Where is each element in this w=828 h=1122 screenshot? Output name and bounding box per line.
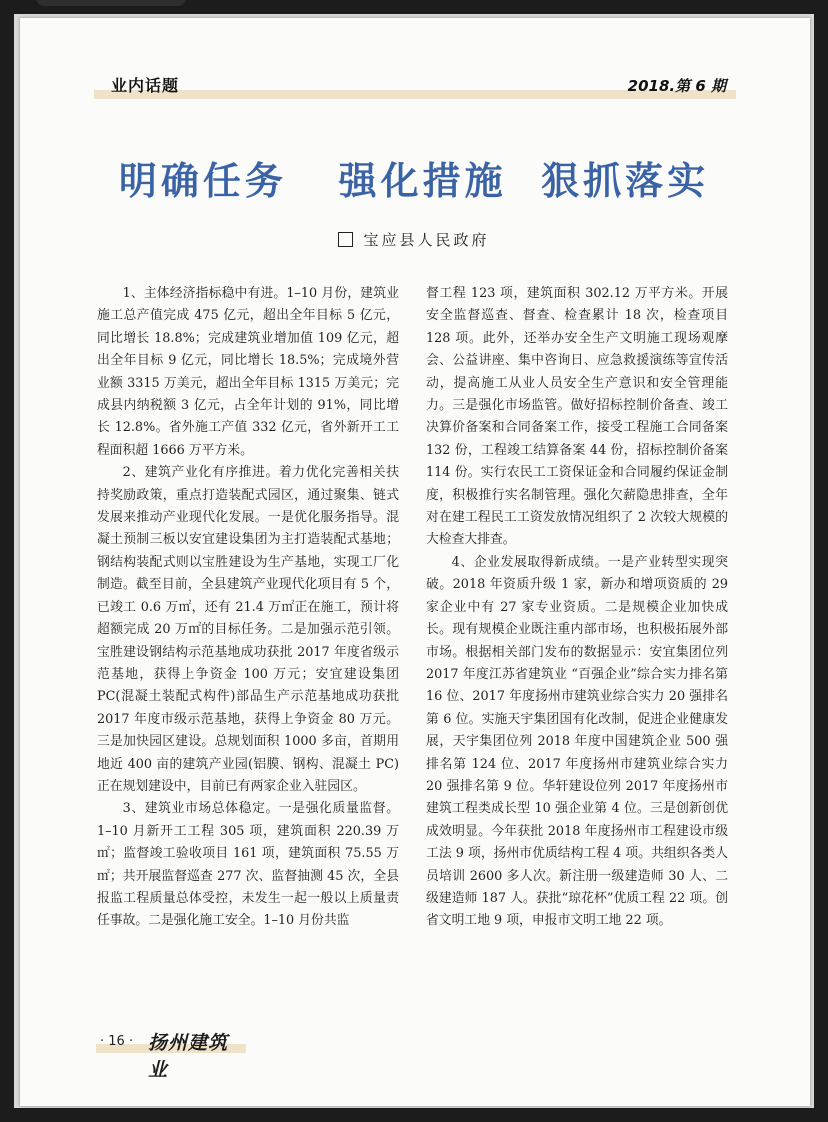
article-title: 明确任务 强化措施 狠抓落实 xyxy=(118,159,710,203)
paragraph: 督工程 123 项，建筑面积 302.12 万平方米。开展安全监督巡查、督查、检查累计 18 次，检查项目 128 项。此外，还举办安全生产文明施工现场观摩会、公益讲座、集中咨询日、应急救援演练等宣传活动，提高施工从业人员安全生产意识和安全管理能力。三是强化市场监管。做好招标控制价备查、竣工决算价备案和合同备案工作，接受工程施工合同备案 132 份，工程竣工结算备案 44 份，招标控制价备案 114 份。实行农民工工资保证金和合同履约保证金制度，积极推行实名制管理。强化欠薪隐患排查，全年对在建工程民工工资发放情况组织了 2 次较大规模的大检查大排查。 xyxy=(426,286,728,548)
paragraph: 4、企业发展取得新成绩。一是产业转型实现突破。2018 年资质升级 1 家，新办和增项资质的 29 家企业中有 27 家专业资质。二是规模企业加快成长。现有规模企业既注重内部市场，也积极拓展外部市场。根据相关部门发布的数据显示：安宜集团位列 2017 年度江苏省建筑业 “百强企业”综合实力排名第 16 位、2017 年度扬州市建筑业综合实力 20 强排名第 6 位。实施天宇集团国有化改制，促进企业健康发展，天宇集团位列 2018 年度中国建筑企业 500 强排名第 124 位、2017 年度扬州市建筑业综合实力 20 强排名第 9 位。华轩建设位列 2017 年度扬州市建筑工程类成长型 10 强企业第 4 位。三是创新创优成效明显。今年获批 2018 年度扬州市工程建设市级工法 9 项，扬州市优质结构工程 4 项。共组织各类人员培训 2600 多人次。新注册一级建造师 30 人、二级建造师 187 人。获批“琼花杯”优质工程 22 项。创省文明工地 9 项，申报市文明工地 22 项。 xyxy=(426,554,728,929)
issue-label: 2018.第 6 期 xyxy=(627,77,726,95)
right-column xyxy=(426,283,728,933)
paragraph: 1、主体经济指标稳中有进。1–10 月份，建筑业施工总产值完成 475 亿元，超出全年目标 5 亿元，同比增长 18.8%；完成建筑业增加值 109 亿元，超出全年目标 9 亿元，同比增长 18.5%；完成境外营业额 3315 万美元，超出全年目标 1315 万美元；完成县内纳税额 3 亿元，占全年计划的 91%，同比增长 12.8%。省外施工产值 332 亿元，省外新开工工程面积超 1666 万平方米。 xyxy=(97,286,399,458)
section-title: 业内话题 xyxy=(111,76,180,95)
page-number: · 16 · xyxy=(100,1034,134,1049)
page-footer xyxy=(96,1032,246,1081)
author-line xyxy=(0,229,828,250)
magazine-logo: 扬州建筑业 xyxy=(148,1032,229,1081)
paragraph: 3、建筑业市场总体稳定。一是强化质量监督。1–10 月新开工工程 305 项，建筑面积 220.39 万㎡；监督竣工验收项目 161 项，建筑面积 75.55 万㎡；共开展监督巡查 277 次、监督抽测 45 次，全县报监工程质量总体受控，未发生一起一般以上质量责任事故。二是强化施工安全。1–10 月份共监 xyxy=(97,801,399,929)
square-bullet-icon xyxy=(338,232,353,247)
paragraph: 2、建筑产业化有序推进。着力优化完善相关扶持奖励政策，重点打造装配式园区，通过聚集、链式发展来推动产业现代化发展。一是优化服务指导。混凝土预制三板以安宜建设集团为主打造装配式基地；钢结构装配式则以宝胜建设为生产基地，实现工厂化制造。截至目前，全县建筑产业现代化项目有 5 个，已竣工 0.6 万㎡，还有 21.4 万㎡正在施工，预计将超额完成 20 万㎡的目标任务。二是加强示范引领。宝胜建设钢结构示范基地成功获批 2017 年度省级示范基地，获得上争资金 100 万元；安宜建设集团 PC(混凝土装配式构件)部品生产示范基地成功获批 2017 年度市级示范基地，获得上争资金 80 万元。三是加快园区建设。总规划面积 1000 多亩，首期用地近 400 亩的建筑产业园(铝膜、钢构、混凝土 PC)正在规划建设中，目前已有两家企业入驻园区。 xyxy=(97,465,399,794)
window-pill xyxy=(36,0,186,6)
left-column xyxy=(97,283,399,933)
author-name: 宝应县人民政府 xyxy=(363,231,490,249)
